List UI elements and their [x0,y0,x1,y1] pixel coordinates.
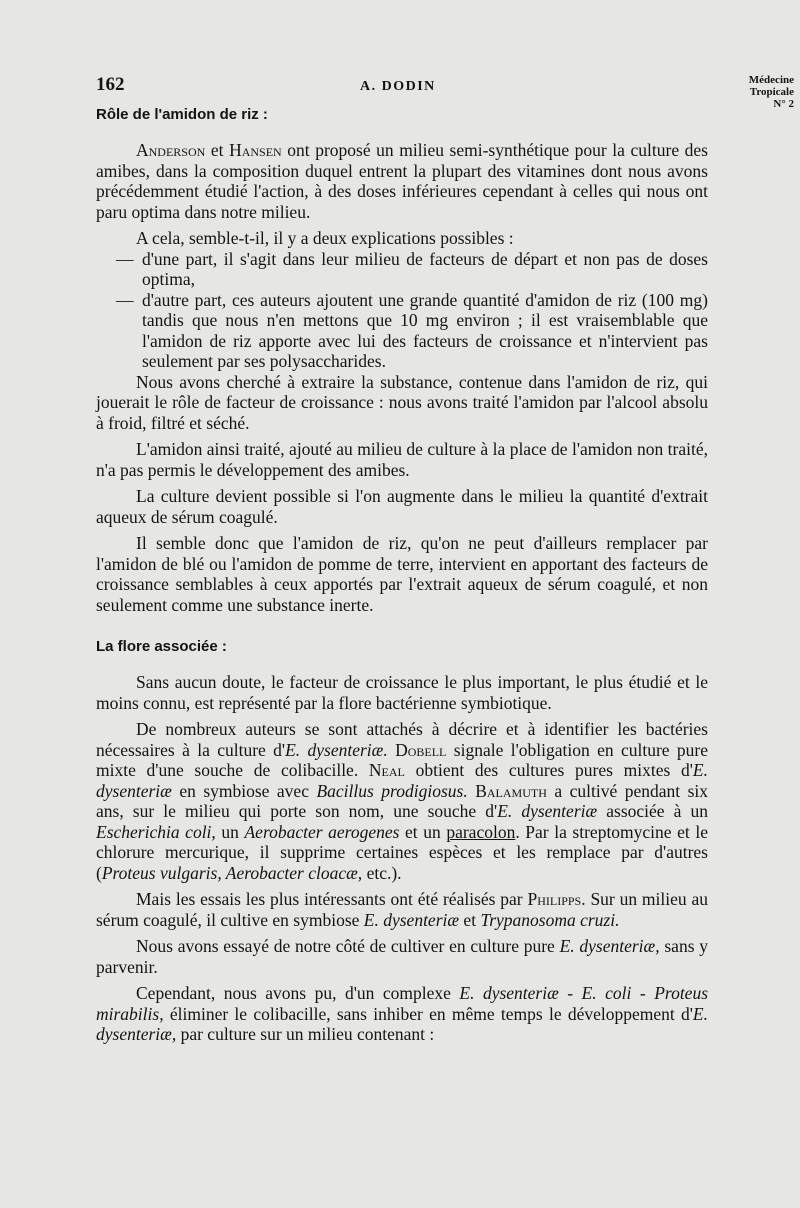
species-name: Trypanosoma cruzi. [480,909,620,930]
author-name: Hansen [229,140,282,160]
page-number: 162 [96,74,125,95]
explanation-list [96,249,708,372]
paragraph: Sans aucun doute, le facteur de croissance le plus important, le plus étudié et le moins connu, est représenté par la flore bactérienne symbiotique. [96,672,708,713]
author-name: Dobell [395,739,447,760]
species-name: E. dysenteriæ [497,801,598,821]
body-text [96,105,708,1045]
journal-issue: N° 2 [773,98,794,110]
author-name: Neal [368,760,405,780]
paragraph: De nombreux auteurs se sont attachés à décrire et à identifier les bactéries nécessaires à la culture d'E. dysenteriæ. Dobell signale l'obligation en culture pure mixte d'une souche de colibacille. Neal obtient des cultures pures mixtes d'E. dysenteriæ en symbiose avec Bacillus prodigiosus. Balamuth a cultivé pendant six ans, sur le milieu qui porte son nom, une souche d'E. dysenteriæ associée à un Escherichia coli, un Aerobacter aerogenes et un paracolon. Par la streptomycine et le chlorure mercurique, il supprime certaines espèces et les remplace par d'autres (Proteus vulgaris, Aerobacter cloacæ, etc.). [96,719,709,883]
journal-line: Médecine [748,74,794,86]
paragraph: L'amidon ainsi traité, ajouté au milieu de culture à la place de l'amidon non traité, n'a pas permis le développement des amibes. [96,439,708,480]
list-item: — d'une part, il s'agit dans leur milieu de facteurs de départ et non pas de doses optima, [116,248,708,289]
paragraph: A cela, semble-t-il, il y a deux explications possibles : [136,228,514,248]
paragraph: La culture devient possible si l'on augmente dans le milieu la quantité d'extrait aqueux de sérum coagulé. [96,486,708,527]
species-name: E. dysenteriæ, [96,1003,708,1044]
species-name: Bacillus prodigiosus. [316,780,468,801]
list-item: — d'autre part, ces auteurs ajoutent une grande quantité d'amidon de riz (100 mg) tandis que nous n'en mettons que 10 mg environ ; il est vraisemblable que l'amidon de riz apporte avec lui des facteurs de croissance et n'intervient pas seulement par ses polysaccharides. [116,289,708,371]
journal-line: Tropicale [749,86,794,98]
species-name: Escherichia coli, [96,821,216,842]
species-name: Aerobacter aerogenes [244,821,400,842]
paragraph: Nous avons essayé de notre côté de cultiver en culture pure E. dysenteriæ, sans y parvenir. [96,936,709,977]
species-name: E. dysenteriæ [96,760,708,801]
species-name: E. dysenteriæ. [285,739,388,760]
paragraph: Il semble donc que l'amidon de riz, qu'on ne peut d'ailleurs remplacer par l'amidon de blé ou l'amidon de pomme de terre, intervient en apportant des facteurs de croissance semblables à ceux apportés par l'extrait aqueux de sérum coagulé, et non seulement comme une substance inerte. [96,533,708,615]
section-heading: La flore associée : [96,638,227,655]
author-name: Philipps [527,889,582,909]
journal-name [749,74,794,110]
species-name: E. dysenteriæ [363,909,460,930]
section-heading: Rôle de l'amidon de riz : [96,106,268,123]
species-name: Proteus vulgaris, Aerobacter cloacæ, [101,862,363,883]
underlined-term: paracolon [446,821,516,842]
paragraph: Mais les essais les plus intéressants ont été réalisés par Philipps. Sur un milieu au sérum coagulé, il cultive en symbiose E. dysenteriæ et Trypanosoma cruzi. [96,889,709,930]
paragraph: Nous avons cherché à extraire la substance, contenue dans l'amidon de riz, qui jouerait le rôle de facteur de croissance : nous avons traité l'amidon par l'alcool absolu à froid, filtré et séché. [96,371,708,433]
author-name: Anderson [136,140,206,160]
paragraph: Anderson et Hansen ont proposé un milieu semi-synthétique pour la culture des amibes, dans la composition duquel entrent la plupart des vitamines dont nous avons précédemment étudié l'action, à des doses inférieures cependant à celles qui nous ont paru optima dans notre milieu. [96,140,708,222]
running-title: A. DODIN [360,79,436,94]
species-name: E. dysenteriæ - E. coli - Proteus mirabilis, [96,983,709,1024]
paragraph: Cependant, nous avons pu, d'un complexe E. dysenteriæ - E. coli - Proteus mirabilis, éliminer le colibacille, sans inhiber en même temps le développement d'E. dysenteriæ, par culture sur un milieu contenant : [96,983,709,1044]
species-name: E. dysenteriæ, [559,936,660,956]
author-name: Balamuth [475,780,547,801]
